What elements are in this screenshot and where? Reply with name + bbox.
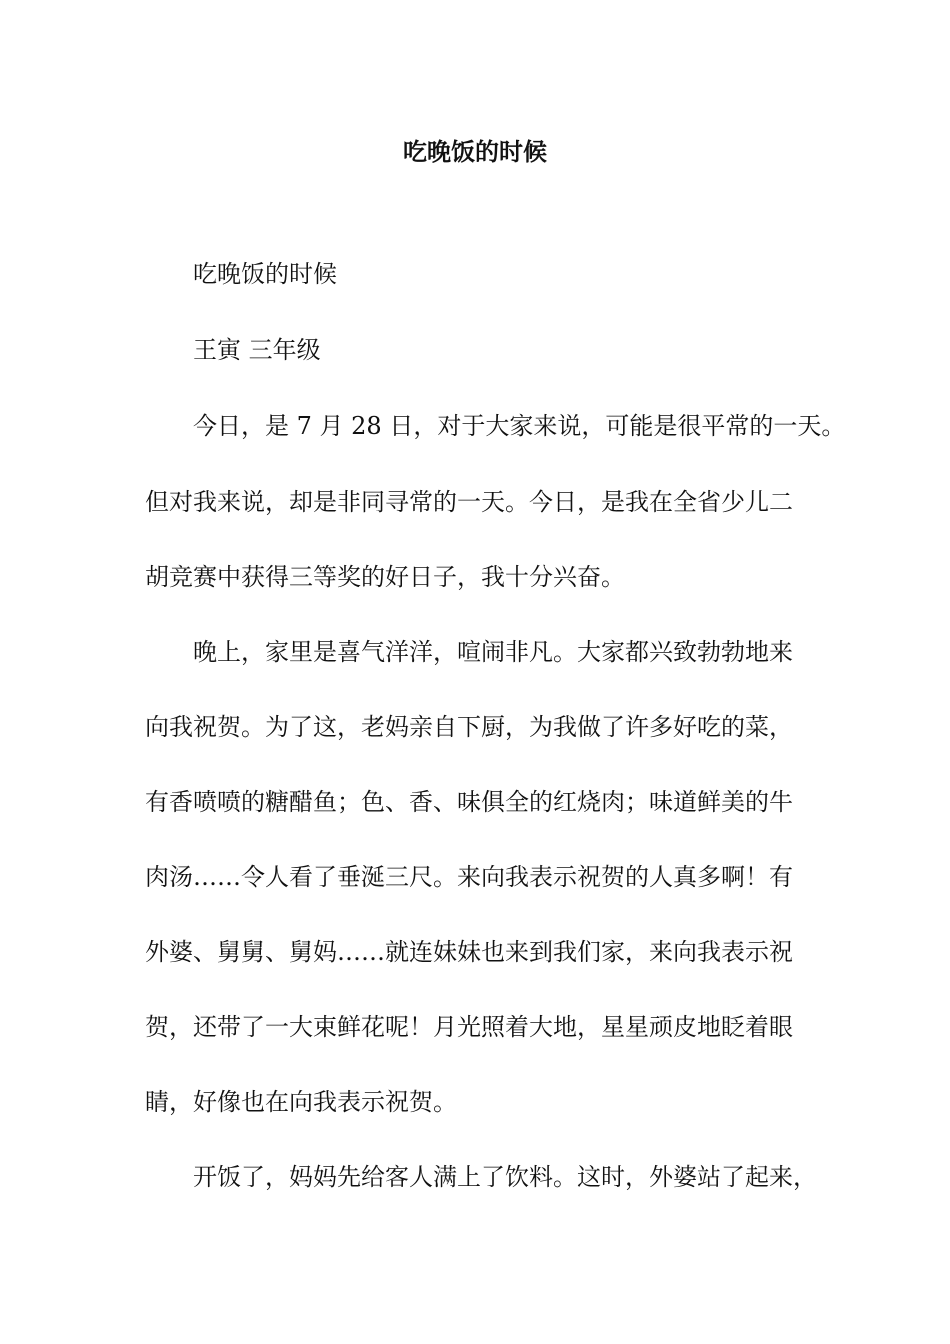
paragraph-2-line-6: 贺，还带了一大束鲜花呢！月光照着大地，星星顽皮地眨着眼 <box>145 1013 793 1041</box>
paragraph-2-line-7: 睛，好像也在向我表示祝贺。 <box>145 1088 457 1116</box>
paragraph-2-line-5: 外婆、舅舅、舅妈……就连妹妹也来到我们家，来向我表示祝 <box>145 938 793 966</box>
paragraph-1-line-1: 今日，是 7 月 28 日，对于大家来说，可能是很平常的一天。 <box>193 412 846 440</box>
paragraph-2-line-4: 肉汤……令人看了垂涎三尺。来向我表示祝贺的人真多啊！有 <box>145 863 793 891</box>
paragraph-1-line-3: 胡竞赛中获得三等奖的好日子，我十分兴奋。 <box>145 563 625 591</box>
article-heading: 吃晚饭的时候 <box>193 260 337 288</box>
author-line: 王寅 三年级 <box>193 336 321 364</box>
paragraph-2-line-1: 晚上，家里是喜气洋洋，喧闹非凡。大家都兴致勃勃地来 <box>193 638 793 666</box>
document-title: 吃晚饭的时候 <box>403 137 547 166</box>
paragraph-2-line-2: 向我祝贺。为了这，老妈亲自下厨，为我做了许多好吃的菜， <box>145 713 793 741</box>
paragraph-2-line-3: 有香喷喷的糖醋鱼；色、香、味俱全的红烧肉；味道鲜美的牛 <box>145 788 793 816</box>
paragraph-1-line-2: 但对我来说，却是非同寻常的一天。今日，是我在全省少儿二 <box>145 488 793 516</box>
paragraph-3-line-1: 开饭了，妈妈先给客人满上了饮料。这时，外婆站了起来， <box>193 1163 817 1191</box>
